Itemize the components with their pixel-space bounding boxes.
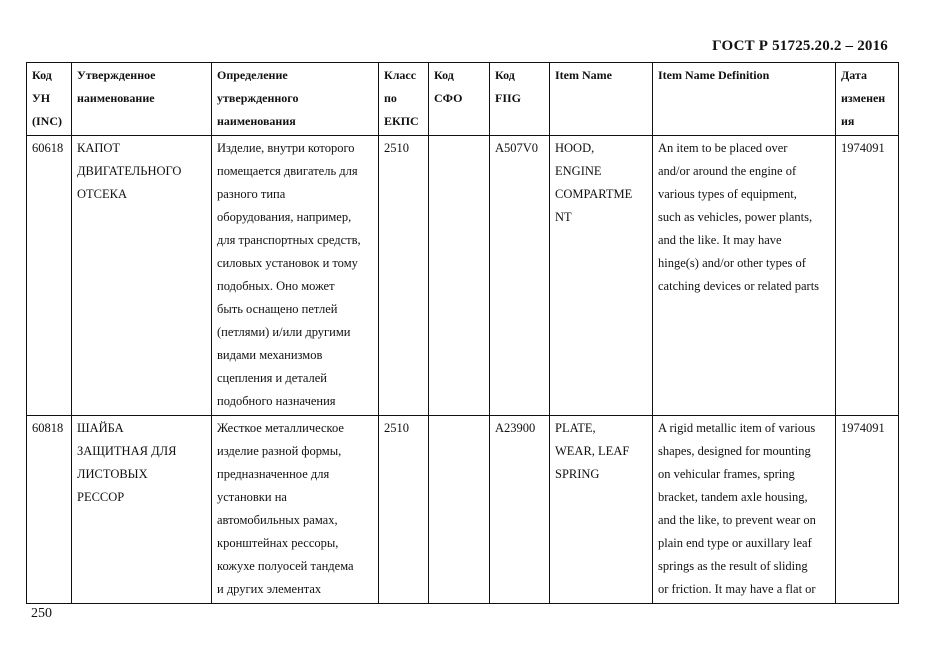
item-name-cell: PLATE, WEAR, LEAF SPRING — [550, 416, 653, 604]
column-header-approved-name: Утвержденное наименование — [72, 63, 212, 136]
item-name-definition-cell: An item to be placed over and/or around the engine of various types of equipment, such as vehicles, power plants, and the like. It may have hinge(s) and/or other types of catching devices or related parts — [653, 136, 836, 416]
table-row — [27, 416, 899, 604]
item-name-table — [26, 62, 899, 604]
inc-code-cell: 60618 — [27, 136, 72, 416]
column-header-sfo-code: Код СФО — [429, 63, 490, 136]
change-date-cell: 1974091 — [836, 416, 899, 604]
column-header-class: Класс по ЕКПС — [379, 63, 429, 136]
column-header-item-name-definition: Item Name Definition — [653, 63, 836, 136]
table-row — [27, 136, 899, 416]
document-title: ГОСТ Р 51725.20.2 – 2016 — [712, 38, 888, 54]
class-cell: 2510 — [379, 136, 429, 416]
item-name-cell: HOOD, ENGINE COMPARTME NT — [550, 136, 653, 416]
class-cell: 2510 — [379, 416, 429, 604]
definition-cell: Жесткое металлическое изделие разной формы, предназначенное для установки на автомобильных рамах, кронштейнах рессоры, кожухе полуосей тандема и других элементах — [212, 416, 379, 604]
change-date-cell: 1974091 — [836, 136, 899, 416]
inc-code-cell: 60818 — [27, 416, 72, 604]
column-header-inc-code: Код УН (INC) — [27, 63, 72, 136]
approved-name-cell: ШАЙБА ЗАЩИТНАЯ ДЛЯ ЛИСТОВЫХ РЕССОР — [72, 416, 212, 604]
definition-cell: Изделие, внутри которого помещается двигатель для разного типа оборудования, например, для транспортных средств, силовых установок и тому подобных. Оно может быть оснащено петлей (петлями) и/или другими видами механизмов сцепления и деталей подобного назначения — [212, 136, 379, 416]
sfo-code-cell — [429, 136, 490, 416]
column-header-definition: Определение утвержденного наименования — [212, 63, 379, 136]
column-header-change-date: Дата изменен ия — [836, 63, 899, 136]
sfo-code-cell — [429, 416, 490, 604]
fiig-code-cell: A507V0 — [490, 136, 550, 416]
page-number: 250 — [31, 606, 52, 621]
fiig-code-cell: A23900 — [490, 416, 550, 604]
column-header-fiig-code: Код FIIG — [490, 63, 550, 136]
column-header-item-name: Item Name — [550, 63, 653, 136]
approved-name-cell: КАПОТ ДВИГАТЕЛЬНОГО ОТСЕКА — [72, 136, 212, 416]
table-header-row — [27, 63, 899, 136]
item-name-definition-cell: A rigid metallic item of various shapes, designed for mounting on vehicular frames, spring bracket, tandem axle housing, and the like, to prevent wear on plain end type or auxillary leaf springs as the result of sliding or friction. It may have a flat or — [653, 416, 836, 604]
